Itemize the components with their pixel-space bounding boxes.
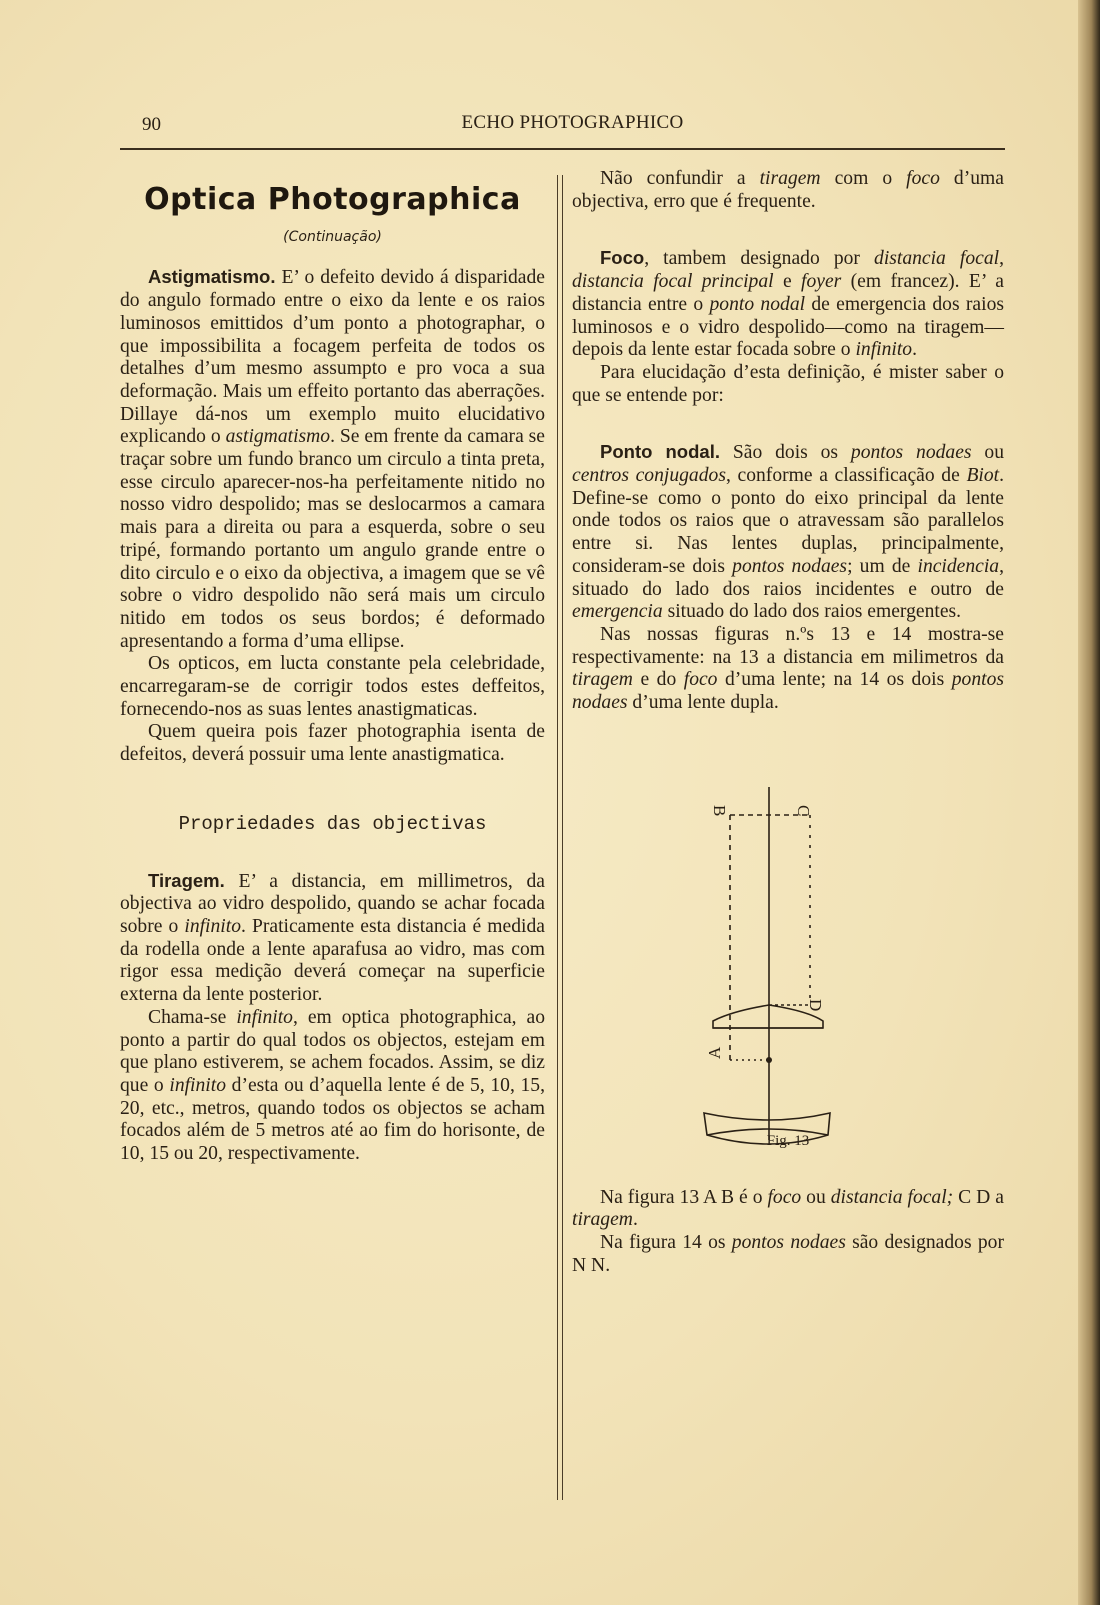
text: , [999,248,1004,270]
text: , tambem designado por [644,248,875,270]
emphasis: tiragem [572,669,633,691]
lead-term: Ponto nodal. [600,441,720,463]
running-title: ECHO PHOTOGRAPHICO [461,112,684,133]
paragraph-ponto-nodal [572,441,1004,624]
emphasis: emergencia [572,601,663,623]
text: . [632,1209,638,1231]
text: . Define-se como o ponto do eixo principal da lente onde todos os raios que o atravessam são parallelos entre si. Nas lentes duplas, principalmente, consideram-se dois [572,465,1004,577]
text: E’ o defeito devido á disparidade do angulo formado entre o eixo da lente e os raios luminosos emittidos d’um ponto a photographar, o que impossibilita a focagem perfeita de todos os detalhes d’um mesmo assumpto e pro voca a sua deformação. Mais um effeito portanto das aberrações. Dillaye dá-nos um exemplo muito elucidativo explicando o [120,267,545,448]
text: Nas nossas figuras n.ºs 13 e 14 mostra-se respectivamente: na 13 a distancia em milimetros da [572,623,1004,668]
emphasis: pontos nodaes [850,442,972,464]
text: ou [971,442,1005,464]
label-d: D [806,998,825,1012]
paragraph: Quem queira pois fazer photographia isenta de defeitos, deverá possuir uma lente anastigmatica. [120,721,545,766]
text: ou [801,1186,831,1208]
paragraph-astigmatismo [120,266,545,653]
text: situado do lado dos raios emergentes. [662,601,962,623]
paragraph-intro [572,168,1004,213]
emphasis: astigmatismo [225,426,331,448]
left-column [120,175,545,1166]
lens-diagram-icon [572,715,1004,1165]
emphasis: foco [906,168,940,189]
spacer [572,213,1004,247]
text: . [912,339,917,361]
page-edge [1078,0,1100,1605]
paragraph-foco [572,247,1004,362]
article-subtitle: (Continuação) [283,228,382,245]
emphasis: pontos nodaes [732,555,848,577]
emphasis: foco [683,669,718,691]
paragraph-fig13 [572,1187,1004,1232]
page-number: 90 [142,114,161,135]
text: d’esta ou d’aquella lente é de 5, 10, 15, 20, etc., metros, quando todos os objectos se acham focados além de 5 metros até ao fim do horisonte, de 10, 15 ou 20, respectivamente. [120,1074,545,1165]
article-title: Optica Photographica [144,182,521,217]
text: E’ a distancia, em millimetros, da objectiva ao vidro despolido, quando se achar focada sobre o [120,870,545,937]
text: . Se em frente da camara se traçar sobre um fundo branco um circulo a tinta preta, esse circulo aparecer-nos-ha perfeitamente nitido no nosso vidro despolido; mas se deslocarmos a camara mais para a direita ou para a esquerda, sobre o seu tripé, formando portanto um angulo grande entre o dito circulo e o eixo da objectiva, a imagem que se vê sobre o vidro despolido não será mais um circulo nitido em todos os seus bordos; é deformado apresentando a forma d’uma ellipse. [120,426,546,652]
emphasis: Biot [966,465,1000,487]
emphasis: foco [767,1186,802,1208]
text: ; um de [847,555,918,577]
text: (em francez). E’ a distancia entre o [572,271,1005,315]
emphasis: foyer [801,271,842,293]
text: , situado do lado dos raios incidentes e outro de [572,555,1005,600]
text: . Praticamente esta distancia é medida da rodella onde a lente aparafusa ao vidro, mas com rigor essa medição deverá começar na superficie externa da lente posterior. [120,915,545,1006]
figure-caption: Fig. 13 [766,1132,810,1149]
label-a: A [705,1046,724,1059]
paragraph-figuras [572,624,1004,715]
emphasis: pontos nodaes [731,1232,846,1254]
lead-term: Tiragem. [148,869,225,891]
text: de emergencia dos raios luminosos e o vidro despolido—como na tiragem—depois da lente estar focada sobre o [572,293,1004,361]
text: Na figura 13 A B é o [600,1186,768,1208]
right-column [572,168,1004,1278]
emphasis: incidencia [917,555,1000,577]
text: Não confundir a [600,168,760,189]
label-b: B [710,804,729,817]
text: , em optica photographica, ao ponto a partir do qual todos os objectos, estejam em que plano estiverem, se achem focados. Assim, se diz que o [120,1006,546,1096]
section-heading: Propriedades das objectivas [178,812,487,835]
emphasis: centros conjugados [572,465,726,487]
text: são designados por N N. [572,1232,1004,1276]
text: Na figura 14 os [600,1232,732,1254]
paragraph-fig14 [572,1232,1004,1277]
emphasis: tiragem [572,1209,633,1231]
lead-term: Foco [600,247,645,269]
paragraph-tiragem [120,870,545,1007]
text: d’uma lente; na 14 os dois [717,669,952,691]
page-header [140,110,1005,150]
text: , conforme a classificação de [725,465,967,487]
paragraph-elucidacao: Para elucidação d’esta definição, é mister saber o que se entende por: [572,361,1004,406]
emphasis: distancia focal [874,248,1000,270]
text: Chama-se [148,1006,237,1028]
text: d’uma lente dupla. [627,692,779,714]
label-c: C [794,804,813,817]
emphasis: tiragem [759,168,821,189]
text: e do [632,669,684,691]
emphasis: ponto nodal [709,293,806,315]
spacer [572,1165,1004,1187]
text: d’uma objectiva, erro que é frequente. [572,168,1004,212]
emphasis: infinito [169,1074,226,1096]
figure-13 [572,715,1004,1165]
text: com o [820,168,907,189]
emphasis: infinito [184,915,241,937]
emphasis: infinito [855,339,913,361]
paragraph: Os opticos, em lucta constante pela celebridade, encarregaram-se de corrigir todos estes deffeitos, fornecendo-nos as suas lentes anastigmaticas. [120,653,545,720]
paragraph-infinito [120,1007,545,1166]
emphasis: distancia focal; [830,1186,954,1208]
text: e [773,271,802,293]
header-rule [120,148,1005,150]
emphasis: distancia focal principal [572,271,774,293]
spacer [572,407,1004,441]
lead-term: Astigmatismo. [148,266,276,288]
column-divider [557,175,563,1500]
text: São dois os [719,442,851,464]
emphasis: infinito [236,1006,293,1028]
text: C D a [953,1186,1004,1208]
emphasis: pontos nodaes [572,669,1004,714]
